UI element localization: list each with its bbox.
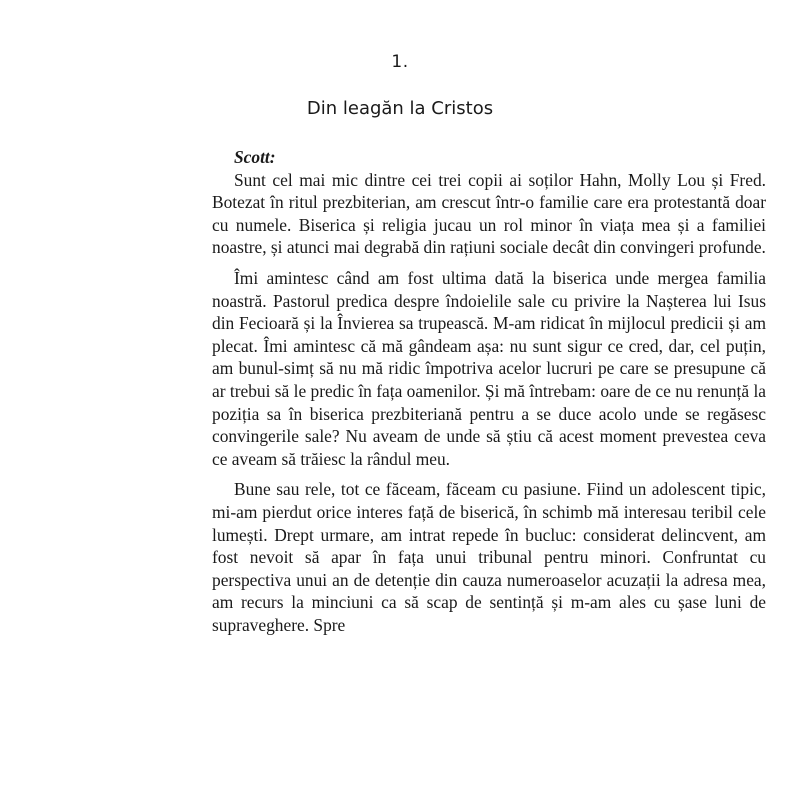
paragraph: Bune sau rele, tot ce făceam, făceam cu pasiune. Fiind un adolescent tipic, mi-am pierdut orice interes față de biserică, în schimb mă interesau teribil cele lumești. Drept urmare, am intrat repede în bucluc: considerat delincvent, am fost nevoit să apar în fața unui tribunal pentru minori. Confruntat cu perspectiva unui an de detenție din cauza numeroaselor acuzații la adresa mea, am recurs la minciuni ca să scap de sentință și m-am ales cu șase luni de supraveghere. Spre [212, 479, 766, 635]
chapter-number: 1. [391, 52, 409, 72]
chapter-title: Din leagăn la Cristos [306, 98, 494, 119]
paragraph: Îmi amintesc când am fost ultima dată la biserica unde mergea familia noastră. Pastorul predica despre îndoielile sale cu privire la Nașterea lui Isus din Fecioară și la Învierea sa trupească. M-am ridicat în mijlocul predicii și am plecat. Îmi amintesc că mă gândeam așa: nu sunt sigur ce cred, dar, cel puțin, am bunul-simț să nu mă ridic împotriva acelor lucruri pe care se presupune că ar trebui să le predic în fața oamenilor. Și mă întrebam: oare de ce nu renunță la poziția sa în biserica prezbiteriană pentru a se duce acolo unde se regăsesc convingerile sale? Nu aveam de unde să știu că acest moment prevestea ceva ce aveam să trăiesc la rândul meu. [212, 267, 766, 469]
body-text [212, 146, 766, 636]
speaker-label: Scott: [234, 147, 276, 167]
paragraph: Sunt cel mai mic dintre cei trei copii ai soților Hahn, Molly Lou și Fred. Botezat în ritul prezbiterian, am crescut într-o familie care era protestantă doar cu numele. Biserica și religia jucau un rol minor în viața mea și a familiei noastre, și atunci mai degrabă din rațiuni sociale decât din convingeri profunde. [212, 169, 766, 258]
